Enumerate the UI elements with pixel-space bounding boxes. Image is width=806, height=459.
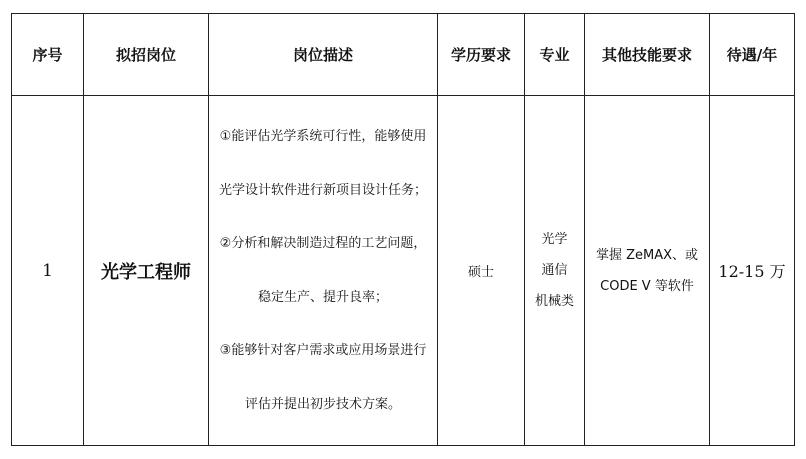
cell-salary: 12-15 万 [710,96,795,446]
header-row [12,14,795,96]
description-line: ③能够针对客户需求或应用场景进行 [219,343,427,358]
description-line: 稳定生产、提升良率； [257,289,388,305]
cell-skills [585,96,710,446]
header-education: 学历要求 [438,14,525,96]
job-table [11,13,795,446]
header-position: 拟招岗位 [84,14,209,96]
cell-description [209,96,438,446]
header-major: 专业 [525,14,585,96]
header-description: 岗位描述 [209,14,438,96]
description-line: ①能评估光学系统可行性，能够使用 [219,129,427,144]
cell-major [525,96,585,446]
header-seq: 序号 [12,14,84,96]
skills-line: 掌握 ZeMAX、或 [595,247,699,263]
table-row [12,96,795,446]
header-skills: 其他技能要求 [585,14,710,96]
cell-position: 光学工程师 [84,96,209,446]
description-line: 光学设计软件进行新项目设计任务； [218,182,427,198]
description-line: ②分析和解决制造过程的工艺问题， [219,236,427,251]
description-line: 评估并提出初步技术方案。 [244,396,401,412]
header-salary: 待遇/年 [710,14,795,96]
skills-line: CODE V 等软件 [600,278,694,294]
major-line: 通信 [541,263,568,278]
cell-seq: 1 [12,96,84,446]
major-line: 机械类 [534,294,574,309]
major-line: 光学 [541,232,568,247]
cell-education: 硕士 [438,96,525,446]
